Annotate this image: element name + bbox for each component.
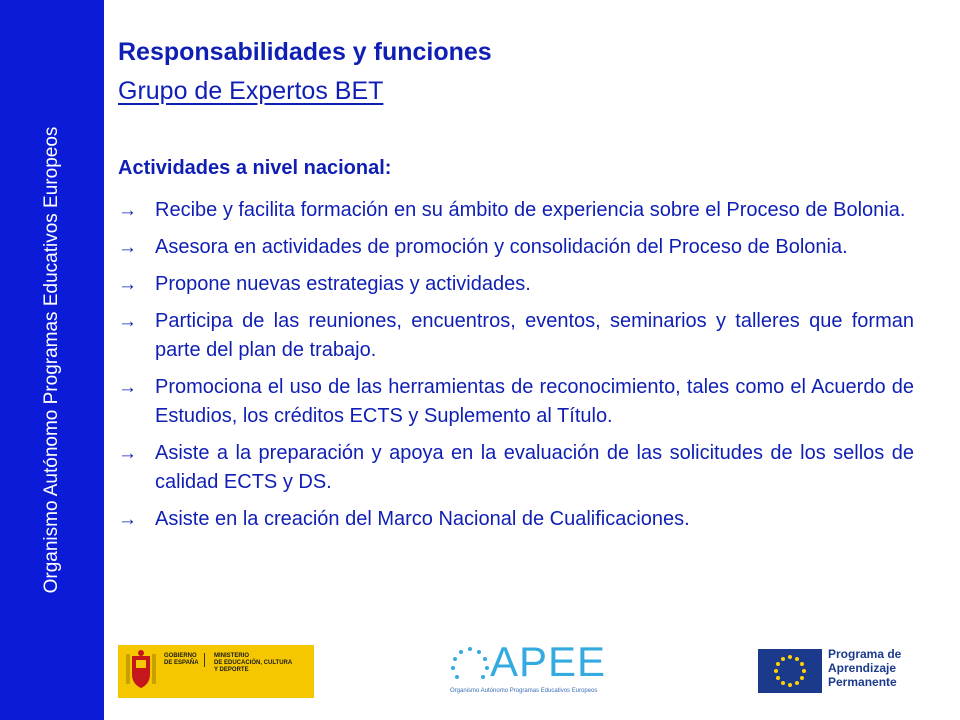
arrow-right-icon: → — [118, 200, 137, 221]
apee-subtitle: Organismo Autónomo Programas Educativos Europeos — [450, 688, 598, 694]
arrow-right-icon: → — [118, 311, 137, 332]
list-item — [118, 196, 914, 225]
list-item — [118, 373, 914, 431]
arrow-right-icon: → — [118, 237, 137, 258]
gobierno-espana-logo — [118, 645, 314, 698]
ministerio-text: MINISTERIO DE EDUCACIÓN, CULTURA Y DEPORTE — [214, 653, 293, 673]
eu-programme-text: Programa de Aprendizaje Permanente — [828, 647, 902, 689]
list-item-text: Asiste a la preparación y apoya en la evaluación de las solicitudes de los sellos de calidad ECTS y DS. — [155, 442, 914, 493]
list-item-text: Participa de las reuniones, encuentros, eventos, seminarios y talleres que forman parte del plan de trabajo. — [155, 310, 914, 361]
list-item-text: Recibe y facilita formación en su ámbito de experiencia sobre el Proceso de Bolonia. — [155, 199, 906, 221]
arrow-right-icon: → — [118, 509, 137, 530]
arrow-right-icon: → — [118, 377, 137, 398]
arrow-right-icon: → — [118, 274, 137, 295]
list-item — [118, 270, 914, 299]
list-item-text: Propone nuevas estrategias y actividades. — [155, 273, 531, 295]
eu-flag-icon — [758, 649, 822, 693]
list-item — [118, 439, 914, 497]
list-item — [118, 307, 914, 365]
arrow-right-icon: → — [118, 443, 137, 464]
section-heading: Actividades a nivel nacional: — [118, 157, 392, 179]
page-subtitle-link[interactable]: Grupo de Expertos BET — [118, 77, 384, 105]
lifelong-learning-programme-logo — [758, 645, 918, 697]
activities-list — [118, 196, 914, 542]
stars-circle-icon — [450, 645, 490, 687]
sidebar-organization-name: Organismo Autónomo Programas Educativos Europeos — [41, 126, 62, 594]
list-item-text: Asiste en la creación del Marco Nacional de Cualificaciones. — [155, 508, 690, 530]
list-item-text: Promociona el uso de las herramientas de reconocimiento, tales como el Acuerdo de Estudios, los créditos ECTS y Suplemento al Título. — [155, 376, 914, 427]
page-title: Responsabilidades y funciones — [118, 38, 492, 66]
sidebar — [0, 0, 104, 720]
apee-wordmark: APEE — [490, 638, 607, 685]
coat-of-arms-icon — [124, 650, 158, 693]
apee-logo — [450, 638, 615, 697]
list-item — [118, 233, 914, 262]
gobierno-text: GOBIERNO DE ESPAÑA — [164, 653, 205, 667]
list-item — [118, 505, 914, 534]
list-item-text: Asesora en actividades de promoción y consolidación del Proceso de Bolonia. — [155, 236, 848, 258]
